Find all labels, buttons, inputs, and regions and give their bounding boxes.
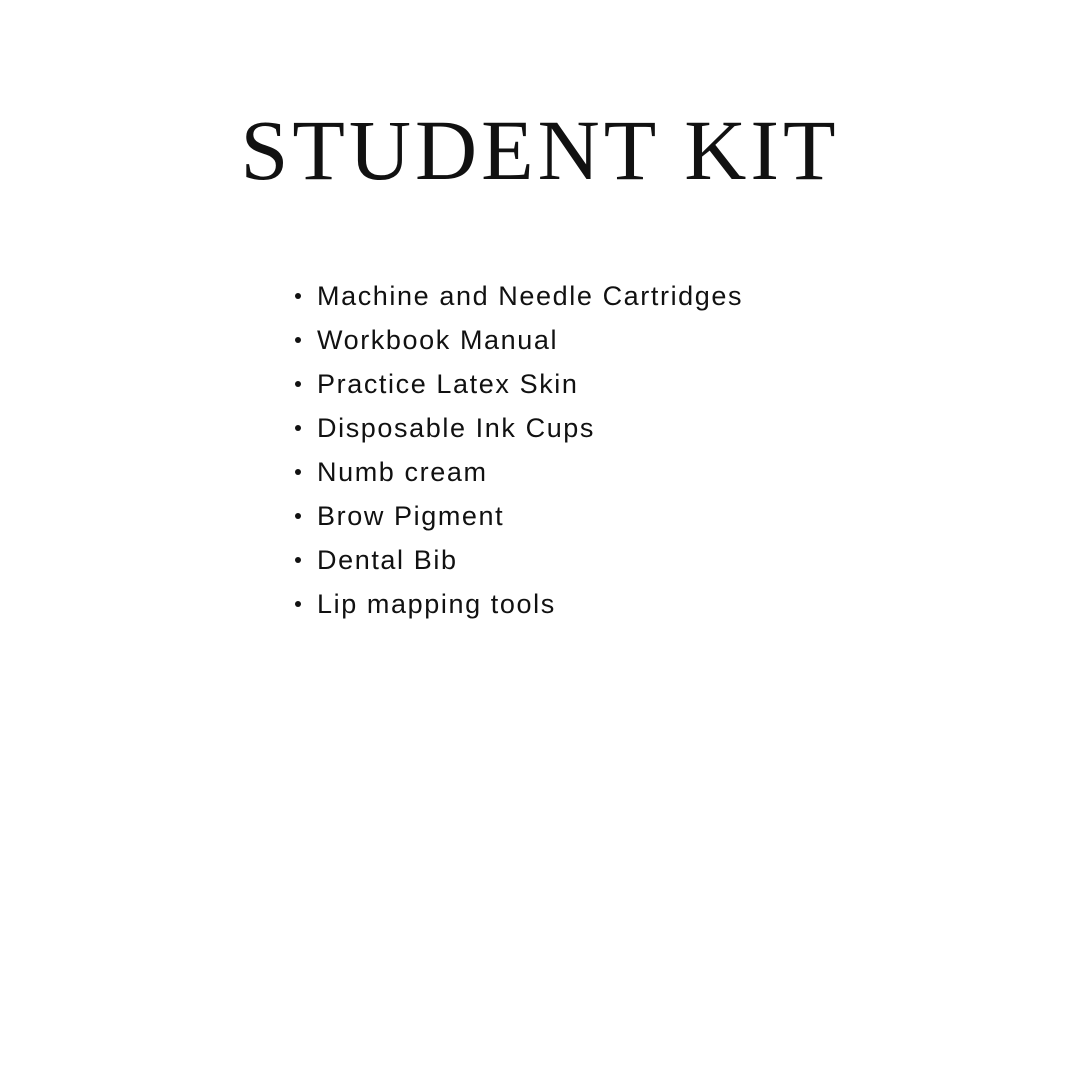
bullet-icon: [295, 381, 301, 387]
page-title: STUDENT KIT: [240, 102, 840, 198]
bullet-icon: [295, 337, 301, 343]
list-item-label: Lip mapping tools: [317, 589, 556, 619]
list-item: [294, 494, 743, 538]
list-item-label: Dental Bib: [317, 545, 458, 575]
list-item-label: Practice Latex Skin: [317, 369, 579, 399]
list-item: [294, 362, 743, 406]
list-item: [294, 406, 743, 450]
list-item: [294, 538, 743, 582]
list-item-label: Numb cream: [317, 457, 488, 487]
kit-item-list: [294, 274, 743, 626]
bullet-icon: [295, 425, 301, 431]
bullet-icon: [295, 293, 301, 299]
list-item-label: Disposable Ink Cups: [317, 413, 596, 443]
list-item: [294, 274, 743, 318]
bullet-icon: [295, 513, 301, 519]
list-item-label: Workbook Manual: [317, 325, 559, 355]
bullet-icon: [295, 601, 301, 607]
list-item: [294, 318, 743, 362]
bullet-icon: [295, 557, 301, 563]
list-item-label: Brow Pigment: [317, 501, 505, 531]
list-item-label: Machine and Needle Cartridges: [317, 281, 744, 311]
list-item: [294, 582, 743, 626]
bullet-icon: [295, 469, 301, 475]
list-item: [294, 450, 743, 494]
